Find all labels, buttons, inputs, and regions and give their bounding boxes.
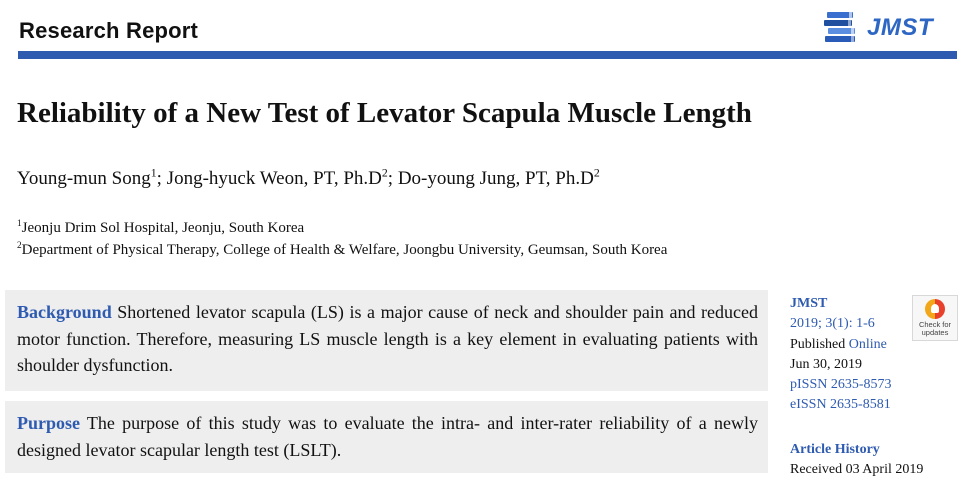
check-for-updates-button[interactable] — [912, 295, 958, 341]
check-for-updates-icon — [925, 299, 945, 319]
books-icon — [823, 10, 861, 46]
article-history-heading: Article History — [790, 442, 880, 457]
eissn: eISSN 2635-8581 — [790, 397, 891, 413]
received-date: Received 03 April 2019 — [790, 462, 924, 478]
journal-logo[interactable] — [823, 10, 933, 46]
affiliation-number: 1 — [17, 219, 22, 229]
author-name[interactable]: Do-young Jung, PT, Ph.D — [397, 168, 594, 189]
journal-name[interactable]: JMST — [790, 296, 828, 311]
header-divider — [18, 51, 957, 59]
author-affiliation-mark: 2 — [593, 166, 600, 180]
author-affiliation-mark: 1 — [150, 166, 157, 180]
published-date: Jun 30, 2019 — [790, 356, 862, 372]
abstract-purpose-label: Purpose — [17, 413, 80, 433]
author-name[interactable]: Jong-hyuck Weon, PT, Ph.D — [166, 168, 382, 189]
article-history — [790, 440, 923, 481]
check-for-updates-label: Check for updates — [918, 320, 952, 337]
author-separator: ; — [387, 168, 398, 189]
author-list — [17, 168, 600, 190]
logo-text: JMST — [867, 14, 934, 41]
author-separator: ; — [156, 168, 167, 189]
pissn: pISSN 2635-8573 — [790, 377, 892, 393]
author-name[interactable]: Young-mun Song — [17, 168, 151, 189]
author-affiliation-mark: 2 — [381, 166, 388, 180]
affiliation — [17, 220, 304, 237]
section-label: Research Report — [19, 18, 199, 43]
published-line — [790, 335, 892, 355]
abstract-background-text: Shortened levator scapula (LS) is a major cause of neck and shoulder pain and reduced motor function. Therefore, measuring LS muscle length is a key element in evaluating patients with shoulder dysfunction. — [17, 302, 758, 375]
affiliation-text: Department of Physical Therapy, College of Health & Welfare, Joongbu University, Geumsan, South Korea — [21, 242, 668, 258]
abstract-background — [5, 290, 768, 391]
abstract-purpose-text: The purpose of this study was to evaluate the intra- and inter-rater reliability of a newly designed levator scapular length test (LSLT). — [17, 413, 758, 460]
published-label: Published — [790, 336, 849, 352]
abstract-background-label: Background — [17, 302, 112, 322]
abstract-purpose — [5, 401, 768, 473]
published-online-link[interactable]: Online — [848, 336, 887, 352]
article-title: Reliability of a New Test of Levator Scapula Muscle Length — [17, 97, 752, 129]
citation[interactable]: 2019; 3(1): 1-6 — [790, 316, 875, 332]
affiliation — [17, 242, 667, 259]
affiliation-text: Jeonju Drim Sol Hospital, Jeonju, South Korea — [21, 220, 305, 236]
affiliation-number: 2 — [17, 241, 22, 251]
article-info — [790, 294, 892, 416]
